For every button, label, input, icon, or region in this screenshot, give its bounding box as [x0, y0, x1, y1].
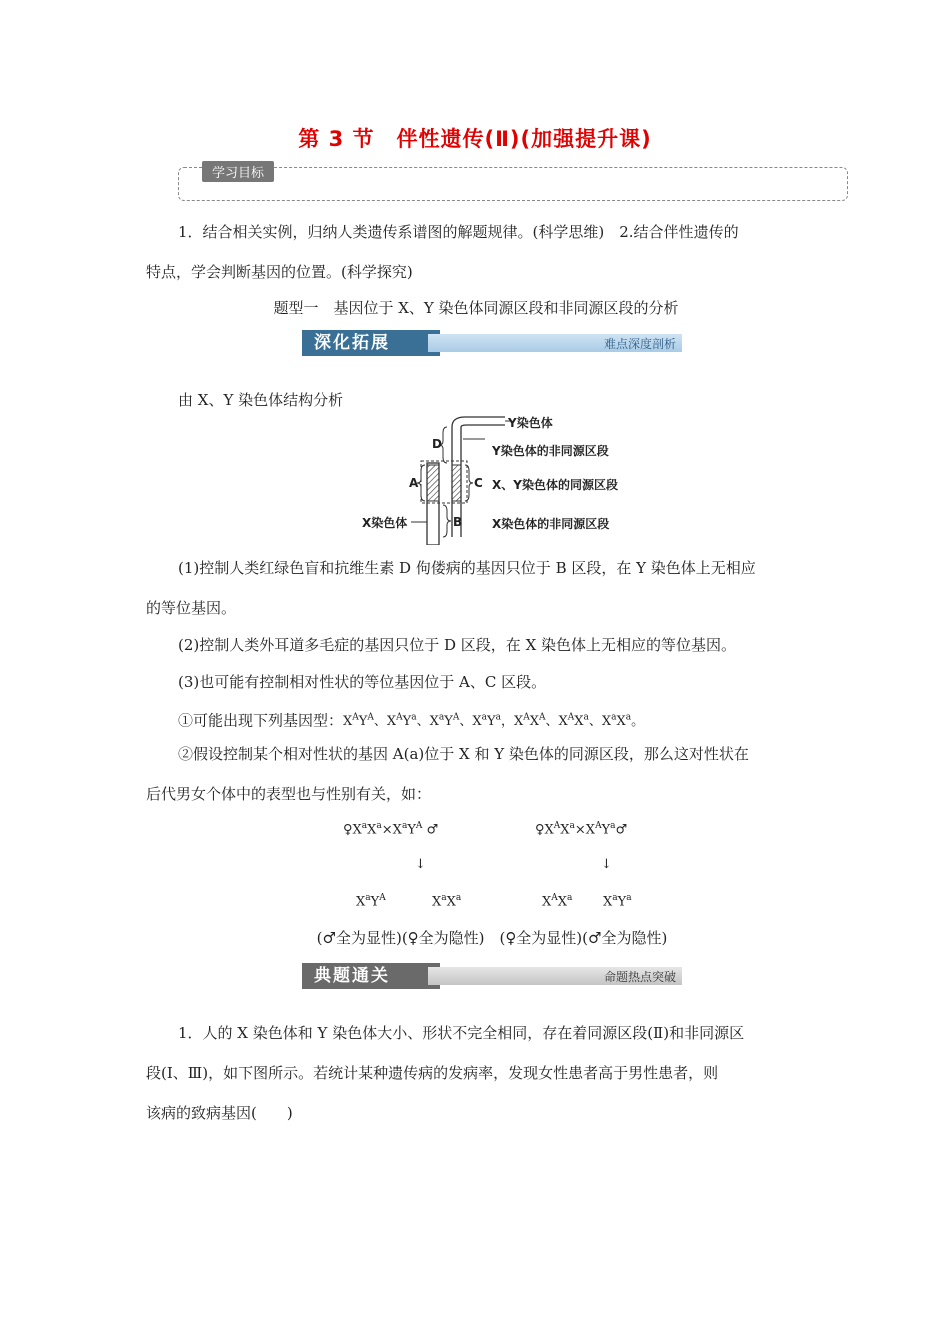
label-x-nonhomologous: X染色体的非同源区段 [492, 517, 610, 531]
cross-caption: (♂全为显性)(♀全为隐性) (♀全为显性)(♂全为隐性) [316, 929, 668, 947]
label-A: A [409, 476, 419, 490]
label-x-chromosome: X染色体 [362, 516, 408, 530]
question-1-line-3: 该病的致病基因( ) [146, 1104, 293, 1122]
cross-2-offspring-female: $X^AX^a$ [542, 893, 573, 910]
genotype-intro: ①可能出现下列基因型： [178, 711, 344, 730]
label-xy-homologous: X、Y染色体的同源区段 [492, 478, 618, 492]
cross-1-arrow: ↓ [415, 857, 426, 872]
label-C: C [474, 476, 483, 490]
question-1-line-2: 段(Ⅰ、Ⅲ)，如下图所示。若统计某种遗传病的发病率，发现女性患者高于男性患者，则 [146, 1064, 719, 1082]
banner-deepen-head: 深化拓展 [302, 330, 440, 356]
goal-text-line-1: 1．结合相关实例，归纳人类遗传系谱图的解题规律。(科学思维) 2.结合伴性遗传的 [178, 223, 739, 241]
paragraph-2: (2)控制人类外耳道多毛症的基因只位于 D 区段，在 X 染色体上无相应的等位基因。 [178, 636, 737, 654]
paragraph-5-line-2: 后代男女个体中的表型也与性别有关，如： [146, 785, 432, 803]
intro-text: 由 X、Y 染色体结构分析 [178, 391, 344, 409]
y-chromosome-hook [452, 417, 505, 427]
page-title: 第 3 节 伴性遗传(Ⅱ)(加强提升课) [298, 127, 652, 151]
cross-2-offspring-male: $X^aY^a$ [603, 893, 632, 910]
banner-practice-sub: 命题热点突破 [603, 970, 676, 984]
goal-text-line-2: 特点，学会判断基因的位置。(科学探究) [146, 263, 413, 281]
label-B: B [453, 515, 463, 529]
cross-2-arrow: ↓ [601, 857, 612, 872]
learning-goal-box [178, 167, 848, 201]
question-1-line-1: 1．人的 X 染色体和 Y 染色体大小、形状不完全相同，存在着同源区段(Ⅱ)和非同源区 [178, 1024, 745, 1042]
banner-deepen-sub: 难点深度剖析 [603, 337, 676, 351]
cross-1-parents: $♀X^aX^a\times X^aY^A$ ♂ [343, 821, 439, 838]
banner-deepen [302, 330, 682, 356]
paragraph-3: (3)也可能有控制相对性状的等位基因位于 A、C 区段。 [178, 673, 547, 691]
paragraph-5-line-1: ②假设控制某个相对性状的基因 A(a)位于 X 和 Y 染色体的同源区段，那么这对性状在 [178, 745, 749, 763]
brace-C [465, 465, 473, 501]
y-homologous-segment [452, 465, 461, 501]
cross-2-parents: $♀X^AX^a\times X^AY^a♂$ [535, 821, 628, 838]
topic-heading: 题型一 基因位于 X、Y 染色体同源区段和非同源区段的分析 [273, 299, 679, 317]
label-y-nonhomologous: Y染色体的非同源区段 [492, 444, 609, 458]
banner-practice-head: 典题通关 [302, 963, 440, 989]
learning-goal-tag: 学习目标 [202, 161, 274, 182]
genotype-list: $X^AY^A$、$X^AY^a$、$X^aY^A$、$X^aY^a$，$X^AX^A$、$X^AX^a$、$X^aX^a$。 [343, 713, 645, 730]
label-y-chromosome: Y染色体 [508, 416, 553, 430]
paragraph-1-line-1: (1)控制人类红绿色盲和抗维生素 D 佝偻病的基因只位于 B 区段，在 Y 染色体上无相应 [178, 559, 756, 577]
banner-practice [302, 963, 682, 989]
cross-1-offspring-male: $X^aY^A$ [356, 893, 386, 910]
paragraph-1-line-2: 的等位基因。 [146, 599, 237, 617]
cross-1-offspring-female: $X^aX^a$ [432, 893, 462, 910]
label-D: D [432, 437, 442, 451]
x-homologous-segment [427, 465, 439, 501]
brace-B [443, 505, 451, 537]
